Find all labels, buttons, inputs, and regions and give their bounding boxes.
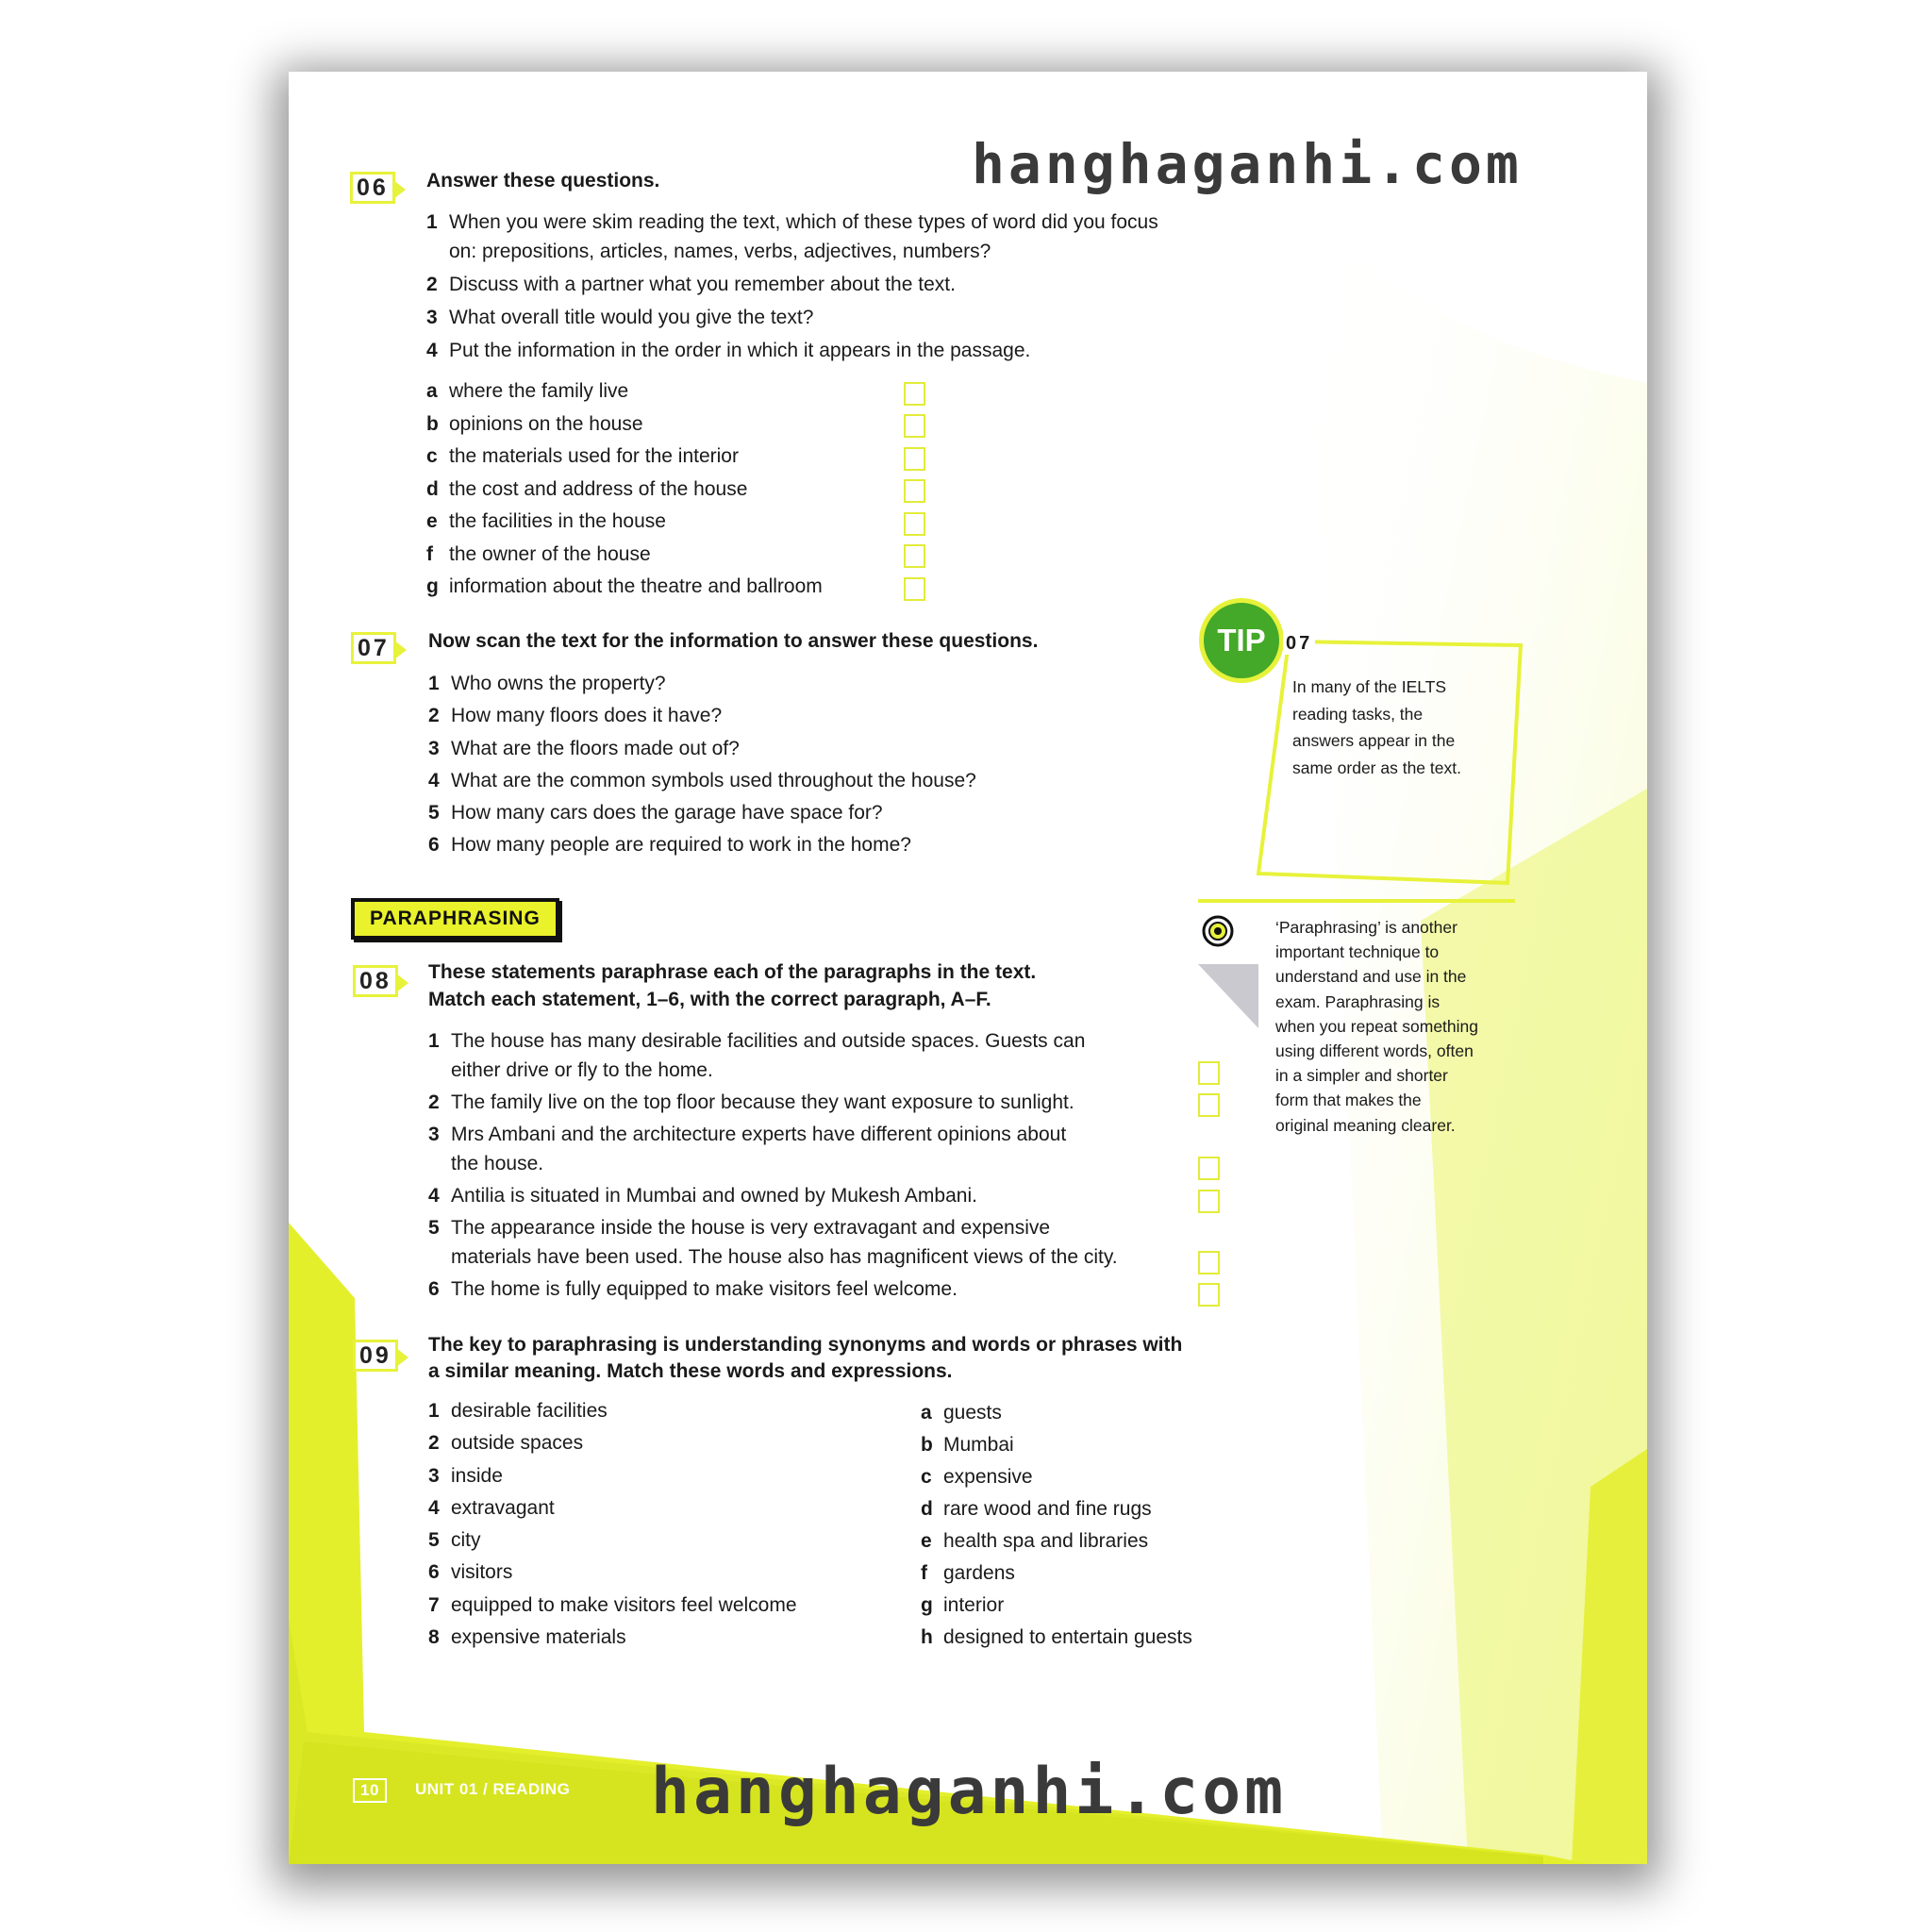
question-number: 4	[428, 769, 440, 791]
arrow-icon	[394, 641, 407, 659]
answer-box[interactable]	[1198, 1251, 1220, 1274]
exercise-number-09	[353, 1340, 398, 1372]
list-item	[426, 506, 955, 539]
note-line: form that makes the	[1275, 1091, 1422, 1110]
tip-text	[1292, 674, 1461, 781]
word-number: 2	[428, 1432, 440, 1455]
list-item	[428, 1026, 1183, 1085]
word-text: extravagant	[451, 1496, 555, 1519]
item-text: the facilities in the house	[449, 510, 666, 532]
list-item	[428, 797, 1089, 829]
exercise-number-label: 09	[359, 1341, 391, 1369]
answer-box[interactable]	[904, 382, 925, 406]
divider	[1198, 899, 1515, 903]
answer-box[interactable]	[904, 447, 925, 471]
list-item	[921, 1397, 1260, 1429]
item-text: opinions on the house	[449, 412, 643, 435]
answer-box[interactable]	[1198, 1061, 1220, 1085]
statement-text: The house has many desirable facilities and outside spaces. Guests can	[451, 1030, 1086, 1052]
note-line: in a simpler and shorter	[1275, 1066, 1448, 1086]
list-item	[428, 1395, 824, 1427]
list-item	[428, 1181, 1183, 1210]
target-icon	[1202, 915, 1234, 947]
list-item	[921, 1493, 1260, 1525]
tip-label: TIP	[1217, 623, 1266, 658]
list-item	[921, 1557, 1260, 1590]
list-item	[426, 408, 955, 441]
list-item	[426, 336, 1200, 365]
list-item	[428, 700, 1089, 732]
list-item	[428, 1213, 1183, 1272]
word-number: 3	[428, 1464, 440, 1487]
list-item	[921, 1429, 1260, 1461]
question-text: How many cars does the garage have space for?	[451, 802, 883, 824]
note-line: understand and use in the	[1275, 967, 1467, 987]
arrow-icon	[393, 180, 406, 199]
list-item	[428, 829, 1089, 861]
answer-box[interactable]	[904, 577, 925, 601]
instruction-line: These statements paraphrase each of the paragraphs in the text.	[428, 961, 1037, 983]
list-item	[428, 1460, 824, 1492]
corner-fold-icon	[1198, 964, 1258, 1028]
list-item	[428, 1088, 1183, 1117]
item-text: where the family live	[449, 380, 629, 402]
question-text: What are the floors made out of?	[451, 737, 740, 759]
list-item	[921, 1461, 1260, 1493]
item-letter: b	[426, 412, 439, 435]
word-number: 1	[428, 1400, 440, 1422]
list-item	[426, 303, 1200, 332]
page-number: 10	[353, 1778, 387, 1803]
expression-text: rare wood and fine rugs	[943, 1498, 1152, 1520]
item-text: the owner of the house	[449, 542, 651, 565]
question-text: Discuss with a partner what you remember about the text.	[449, 274, 956, 295]
expression-letter: c	[921, 1466, 932, 1488]
exercise-07-instruction: Now scan the text for the information to answer these questions.	[428, 630, 1039, 652]
item-text: the materials used for the interior	[449, 445, 739, 467]
exercise-09-instruction	[428, 1332, 1182, 1385]
statement-text: The family live on the top floor because they want exposure to sunlight.	[451, 1091, 1074, 1113]
statement-text-continued: the house.	[451, 1153, 544, 1174]
note-line: using different words, often	[1275, 1041, 1474, 1061]
exercise-09-expressions	[921, 1397, 1260, 1654]
expression-letter: e	[921, 1530, 932, 1552]
list-item	[426, 539, 955, 572]
word-number: 6	[428, 1561, 440, 1584]
answer-box[interactable]	[904, 479, 925, 503]
list-item	[426, 571, 955, 604]
list-item	[426, 474, 955, 507]
tip-line: In many of the IELTS	[1292, 677, 1447, 696]
expression-text: interior	[943, 1594, 1005, 1616]
statement-text-continued: either drive or fly to the home.	[451, 1059, 713, 1081]
exercise-06-questions	[426, 208, 1200, 365]
exercise-number-label: 07	[358, 634, 390, 661]
question-number: 3	[426, 307, 438, 328]
section-heading-paraphrasing: PARAPHRASING	[351, 898, 559, 940]
tip-line: answers appear in the	[1292, 731, 1456, 750]
tip-badge	[1199, 598, 1284, 683]
tip-line: reading tasks, the	[1292, 704, 1424, 724]
answer-box[interactable]	[904, 414, 925, 438]
answer-box[interactable]	[1198, 1283, 1220, 1307]
exercise-number-07	[351, 632, 396, 664]
expression-text: gardens	[943, 1562, 1015, 1584]
list-item	[428, 765, 1089, 797]
list-item	[921, 1590, 1260, 1622]
question-number: 2	[428, 705, 440, 727]
item-letter: d	[426, 477, 439, 500]
answer-box[interactable]	[1198, 1093, 1220, 1117]
list-item	[921, 1525, 1260, 1557]
exercise-09-words	[428, 1395, 824, 1654]
exercise-number-label: 06	[357, 174, 389, 201]
item-letter: g	[426, 575, 439, 597]
statement-number: 3	[428, 1124, 440, 1145]
question-number: 4	[426, 340, 438, 361]
list-item	[428, 1274, 1183, 1304]
answer-box[interactable]	[1198, 1190, 1220, 1213]
tip-number: 07	[1283, 633, 1315, 655]
note-line: original meaning clearer.	[1275, 1115, 1456, 1135]
question-text: Put the information in the order in which it appears in the passage.	[449, 340, 1031, 361]
watermark-bottom: hanghaganhi.com	[651, 1755, 1288, 1829]
question-text: How many floors does it have?	[451, 705, 723, 727]
word-text: outside spaces	[451, 1432, 584, 1455]
word-text: inside	[451, 1464, 503, 1487]
tip-line: same order as the text.	[1292, 758, 1461, 777]
expression-text: designed to entertain guests	[943, 1626, 1192, 1648]
statement-number: 6	[428, 1278, 440, 1300]
answer-box[interactable]	[904, 544, 925, 568]
question-number: 5	[428, 802, 440, 824]
list-item	[426, 441, 955, 474]
exercise-06-items	[426, 375, 955, 604]
instruction-line: Match each statement, 1–6, with the correct paragraph, A–F.	[428, 989, 991, 1010]
expression-text: guests	[943, 1402, 1002, 1424]
expression-text: Mumbai	[943, 1434, 1014, 1456]
item-letter: a	[426, 380, 438, 402]
item-text: information about the theatre and ballroom	[449, 575, 823, 597]
statement-text-continued: materials have been used. The house also has magnificent views of the city.	[451, 1246, 1118, 1268]
list-item	[428, 1590, 824, 1622]
word-number: 7	[428, 1593, 440, 1616]
item-letter: f	[426, 542, 433, 565]
watermark-top: hanghaganhi.com	[972, 132, 1523, 196]
statement-number: 4	[428, 1185, 440, 1207]
footer-unit-label: UNIT 01 / READING	[415, 1780, 571, 1798]
list-item	[428, 1120, 1183, 1178]
expression-text: expensive	[943, 1466, 1033, 1488]
word-number: 4	[428, 1496, 440, 1519]
list-item	[426, 375, 955, 408]
exercise-07-questions	[428, 668, 1089, 862]
note-line: when you repeat something	[1275, 1016, 1478, 1036]
word-number: 8	[428, 1626, 440, 1649]
statement-number: 1	[428, 1030, 440, 1052]
expression-letter: h	[921, 1626, 933, 1648]
question-text: What are the common symbols used throughout the house?	[451, 769, 976, 791]
word-text: city	[451, 1529, 481, 1552]
statement-number: 2	[428, 1091, 440, 1113]
item-letter: e	[426, 510, 438, 532]
exercise-08-instruction	[428, 958, 1036, 1013]
list-item	[428, 1427, 824, 1459]
statement-text: The appearance inside the house is very extravagant and expensive	[451, 1217, 1051, 1239]
note-line: important technique to	[1275, 942, 1440, 962]
note-line: exam. Paraphrasing is	[1275, 991, 1441, 1011]
list-item	[428, 733, 1089, 765]
question-number: 1	[428, 673, 440, 694]
question-text: When you were skim reading the text, which of these types of word did you focus	[449, 211, 1158, 233]
question-number: 6	[428, 834, 440, 857]
question-text-continued: on: prepositions, articles, names, verbs, adjectives, numbers?	[449, 241, 991, 262]
item-letter: c	[426, 445, 438, 467]
word-text: expensive materials	[451, 1626, 626, 1649]
answer-box[interactable]	[904, 512, 925, 536]
expression-letter: a	[921, 1402, 932, 1424]
list-item	[428, 668, 1089, 700]
exercise-number-08	[353, 965, 398, 997]
question-text: How many people are required to work in the home?	[451, 834, 911, 857]
question-number: 2	[426, 274, 438, 295]
list-item	[426, 270, 1200, 299]
statement-text: Antilia is situated in Mumbai and owned by Mukesh Ambani.	[451, 1185, 977, 1207]
word-text: equipped to make visitors feel welcome	[451, 1593, 797, 1616]
exercise-number-label: 08	[359, 967, 391, 994]
list-item	[428, 1622, 824, 1654]
textbook-page	[289, 72, 1647, 1864]
list-item	[428, 1524, 824, 1557]
instruction-line: The key to paraphrasing is understanding synonyms and words or phrases with	[428, 1334, 1183, 1356]
arrow-icon	[396, 1348, 408, 1367]
paraphrasing-note	[1275, 915, 1478, 1138]
question-text: What overall title would you give the text?	[449, 307, 814, 328]
statement-text: Mrs Ambani and the architecture experts have different opinions about	[451, 1124, 1067, 1145]
expression-letter: g	[921, 1594, 933, 1616]
question-text: Who owns the property?	[451, 673, 666, 694]
word-text: visitors	[451, 1561, 513, 1584]
statement-number: 5	[428, 1217, 440, 1239]
expression-letter: f	[921, 1562, 927, 1584]
exercise-number-06	[350, 172, 395, 204]
question-number: 1	[426, 211, 438, 233]
exercise-08-statements	[428, 1026, 1183, 1304]
word-number: 5	[428, 1529, 440, 1552]
expression-text: health spa and libraries	[943, 1530, 1149, 1552]
instruction-line: a similar meaning. Match these words and expressions.	[428, 1360, 953, 1382]
question-number: 3	[428, 737, 440, 759]
list-item	[428, 1492, 824, 1524]
expression-letter: d	[921, 1498, 933, 1520]
answer-box[interactable]	[1198, 1157, 1220, 1180]
arrow-icon	[396, 974, 408, 992]
exercise-06-instruction: Answer these questions.	[426, 170, 660, 192]
list-item	[921, 1622, 1260, 1654]
word-text: desirable facilities	[451, 1400, 608, 1422]
item-text: the cost and address of the house	[449, 477, 748, 500]
statement-text: The home is fully equipped to make visitors feel welcome.	[451, 1278, 958, 1300]
expression-letter: b	[921, 1434, 933, 1456]
list-item	[428, 1557, 824, 1589]
list-item	[426, 208, 1200, 266]
note-line: ‘Paraphrasing’ is another	[1275, 918, 1457, 937]
